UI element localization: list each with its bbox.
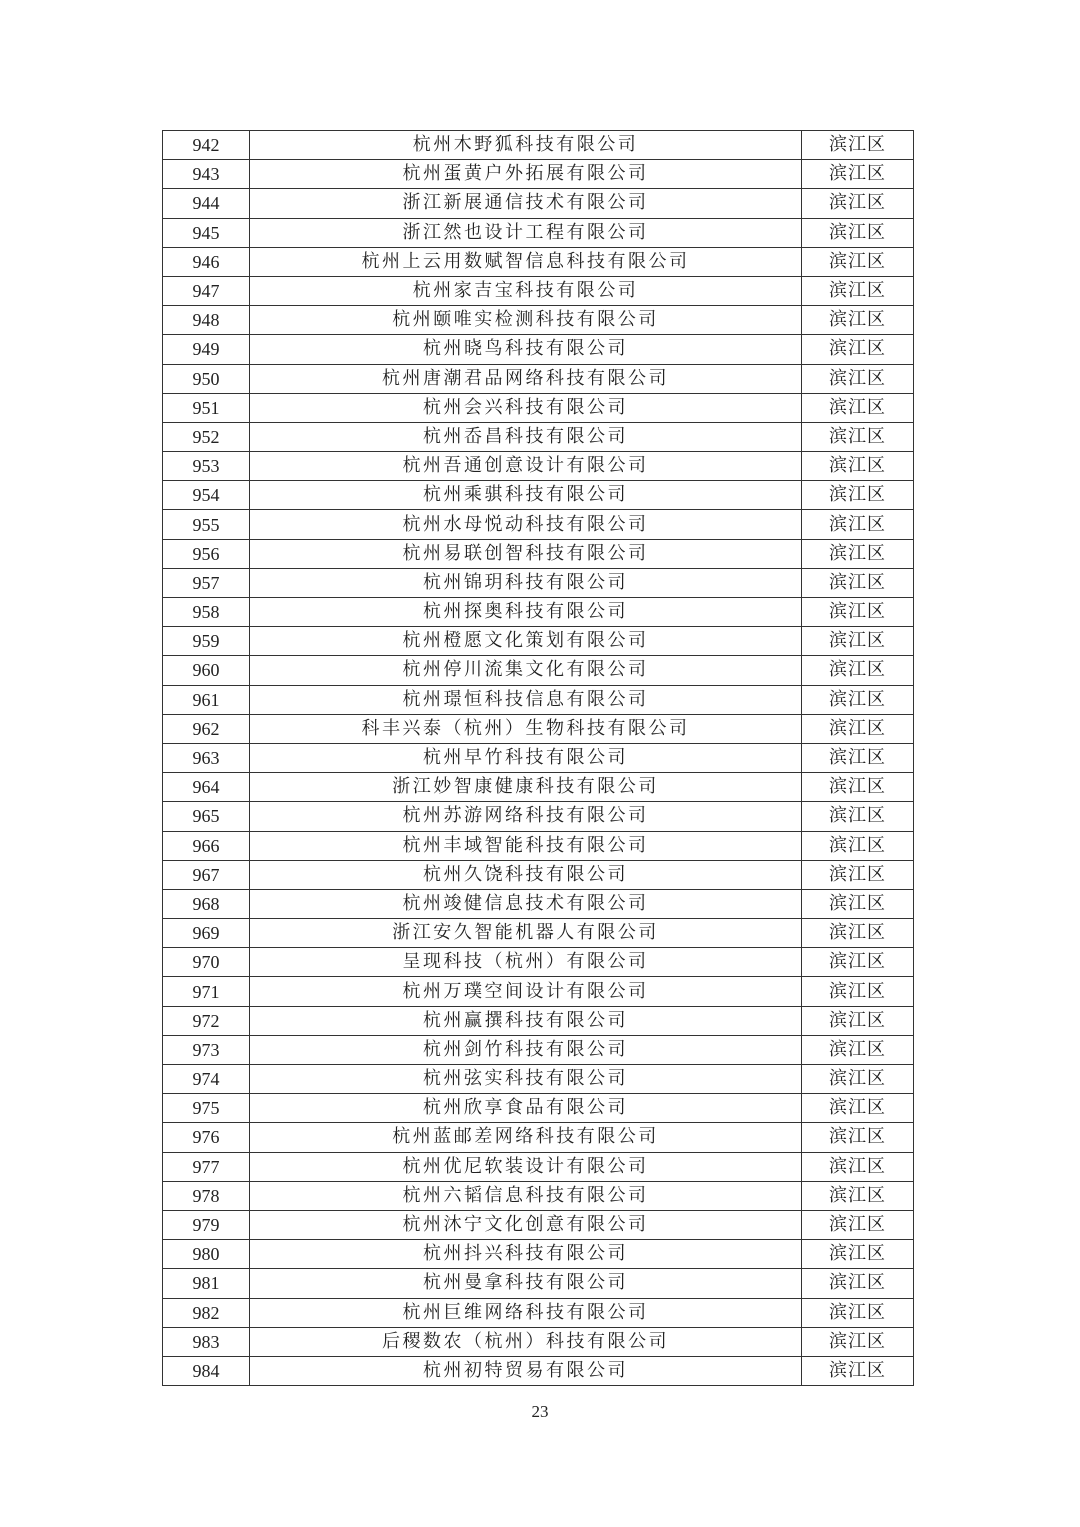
district-cell: 滨江区 xyxy=(802,1065,914,1094)
district-cell: 滨江区 xyxy=(802,306,914,335)
company-name-cell: 杭州上云用数赋智信息科技有限公司 xyxy=(250,247,802,276)
row-number-cell: 953 xyxy=(163,452,250,481)
company-name-cell: 浙江新展通信技术有限公司 xyxy=(250,189,802,218)
table-row xyxy=(163,627,914,656)
company-name-cell: 杭州璟恒科技信息有限公司 xyxy=(250,685,802,714)
district-cell: 滨江区 xyxy=(802,919,914,948)
table-row xyxy=(163,598,914,627)
district-cell: 滨江区 xyxy=(802,276,914,305)
district-cell: 滨江区 xyxy=(802,1298,914,1327)
company-name-cell: 杭州会兴科技有限公司 xyxy=(250,393,802,422)
table-row xyxy=(163,335,914,364)
company-name-cell: 杭州探奥科技有限公司 xyxy=(250,598,802,627)
district-cell: 滨江区 xyxy=(802,1181,914,1210)
row-number-cell: 975 xyxy=(163,1094,250,1123)
district-cell: 滨江区 xyxy=(802,218,914,247)
company-name-cell: 杭州欣享食品有限公司 xyxy=(250,1094,802,1123)
district-cell: 滨江区 xyxy=(802,948,914,977)
table-row xyxy=(163,773,914,802)
row-number-cell: 983 xyxy=(163,1327,250,1356)
district-cell: 滨江区 xyxy=(802,656,914,685)
row-number-cell: 976 xyxy=(163,1123,250,1152)
table-row xyxy=(163,1356,914,1385)
district-cell: 滨江区 xyxy=(802,977,914,1006)
company-name-cell: 杭州吾通创意设计有限公司 xyxy=(250,452,802,481)
company-name-cell: 杭州易联创智科技有限公司 xyxy=(250,539,802,568)
table-row xyxy=(163,510,914,539)
row-number-cell: 978 xyxy=(163,1181,250,1210)
row-number-cell: 957 xyxy=(163,568,250,597)
district-cell: 滨江区 xyxy=(802,481,914,510)
district-cell: 滨江区 xyxy=(802,831,914,860)
table-row xyxy=(163,276,914,305)
district-cell: 滨江区 xyxy=(802,247,914,276)
district-cell: 滨江区 xyxy=(802,131,914,160)
row-number-cell: 963 xyxy=(163,743,250,772)
table-row xyxy=(163,1123,914,1152)
row-number-cell: 967 xyxy=(163,860,250,889)
district-cell: 滨江区 xyxy=(802,189,914,218)
company-name-cell: 杭州蛋黄户外拓展有限公司 xyxy=(250,160,802,189)
row-number-cell: 943 xyxy=(163,160,250,189)
company-name-cell: 杭州唐潮君品网络科技有限公司 xyxy=(250,364,802,393)
row-number-cell: 955 xyxy=(163,510,250,539)
table-row xyxy=(163,1298,914,1327)
company-name-cell: 杭州家吉宝科技有限公司 xyxy=(250,276,802,305)
table-row xyxy=(163,889,914,918)
row-number-cell: 947 xyxy=(163,276,250,305)
company-name-cell: 杭州水母悦动科技有限公司 xyxy=(250,510,802,539)
table-row xyxy=(163,919,914,948)
company-name-cell: 杭州丰域智能科技有限公司 xyxy=(250,831,802,860)
company-name-cell: 杭州晓鸟科技有限公司 xyxy=(250,335,802,364)
row-number-cell: 970 xyxy=(163,948,250,977)
table-row xyxy=(163,364,914,393)
district-cell: 滨江区 xyxy=(802,627,914,656)
table-row xyxy=(163,1269,914,1298)
table-row xyxy=(163,1006,914,1035)
row-number-cell: 948 xyxy=(163,306,250,335)
district-cell: 滨江区 xyxy=(802,1269,914,1298)
company-list-table xyxy=(162,130,914,1386)
row-number-cell: 942 xyxy=(163,131,250,160)
company-name-cell: 杭州早竹科技有限公司 xyxy=(250,743,802,772)
table-row xyxy=(163,685,914,714)
district-cell: 滨江区 xyxy=(802,1123,914,1152)
table-row xyxy=(163,1210,914,1239)
table-row xyxy=(163,1240,914,1269)
district-cell: 滨江区 xyxy=(802,1006,914,1035)
company-name-cell: 杭州抖兴科技有限公司 xyxy=(250,1240,802,1269)
company-name-cell: 杭州岙昌科技有限公司 xyxy=(250,422,802,451)
table-row xyxy=(163,1094,914,1123)
row-number-cell: 971 xyxy=(163,977,250,1006)
district-cell: 滨江区 xyxy=(802,860,914,889)
table-row xyxy=(163,1327,914,1356)
company-name-cell: 科丰兴泰（杭州）生物科技有限公司 xyxy=(250,714,802,743)
table-row xyxy=(163,393,914,422)
company-name-cell: 杭州弦实科技有限公司 xyxy=(250,1065,802,1094)
district-cell: 滨江区 xyxy=(802,1210,914,1239)
table-row xyxy=(163,568,914,597)
table-row xyxy=(163,131,914,160)
row-number-cell: 949 xyxy=(163,335,250,364)
page-number: 23 xyxy=(531,1402,549,1421)
company-name-cell: 杭州竣健信息技术有限公司 xyxy=(250,889,802,918)
company-name-cell: 杭州锦玥科技有限公司 xyxy=(250,568,802,597)
district-cell: 滨江区 xyxy=(802,1152,914,1181)
table-row xyxy=(163,714,914,743)
district-cell: 滨江区 xyxy=(802,568,914,597)
company-name-cell: 杭州乘骐科技有限公司 xyxy=(250,481,802,510)
district-cell: 滨江区 xyxy=(802,1327,914,1356)
district-cell: 滨江区 xyxy=(802,1240,914,1269)
table-row xyxy=(163,948,914,977)
company-name-cell: 杭州剑竹科技有限公司 xyxy=(250,1035,802,1064)
company-name-cell: 杭州六韬信息科技有限公司 xyxy=(250,1181,802,1210)
table-row xyxy=(163,481,914,510)
row-number-cell: 944 xyxy=(163,189,250,218)
district-cell: 滨江区 xyxy=(802,598,914,627)
company-name-cell: 杭州曼拿科技有限公司 xyxy=(250,1269,802,1298)
district-cell: 滨江区 xyxy=(802,393,914,422)
district-cell: 滨江区 xyxy=(802,452,914,481)
table-row xyxy=(163,656,914,685)
row-number-cell: 951 xyxy=(163,393,250,422)
company-name-cell: 呈现科技（杭州）有限公司 xyxy=(250,948,802,977)
company-name-cell: 浙江然也设计工程有限公司 xyxy=(250,218,802,247)
row-number-cell: 958 xyxy=(163,598,250,627)
company-name-cell: 杭州苏游网络科技有限公司 xyxy=(250,802,802,831)
table-row xyxy=(163,860,914,889)
district-cell: 滨江区 xyxy=(802,364,914,393)
row-number-cell: 964 xyxy=(163,773,250,802)
row-number-cell: 950 xyxy=(163,364,250,393)
row-number-cell: 969 xyxy=(163,919,250,948)
district-cell: 滨江区 xyxy=(802,743,914,772)
table-row xyxy=(163,422,914,451)
company-name-cell: 杭州沐宁文化创意有限公司 xyxy=(250,1210,802,1239)
district-cell: 滨江区 xyxy=(802,335,914,364)
row-number-cell: 982 xyxy=(163,1298,250,1327)
table-row xyxy=(163,977,914,1006)
table-row xyxy=(163,306,914,335)
district-cell: 滨江区 xyxy=(802,685,914,714)
company-name-cell: 杭州颐唯实检测科技有限公司 xyxy=(250,306,802,335)
district-cell: 滨江区 xyxy=(802,714,914,743)
table-row xyxy=(163,218,914,247)
row-number-cell: 956 xyxy=(163,539,250,568)
row-number-cell: 972 xyxy=(163,1006,250,1035)
table-row xyxy=(163,743,914,772)
row-number-cell: 966 xyxy=(163,831,250,860)
table-row xyxy=(163,1181,914,1210)
company-name-cell: 后稷数农（杭州）科技有限公司 xyxy=(250,1327,802,1356)
company-name-cell: 浙江安久智能机器人有限公司 xyxy=(250,919,802,948)
company-name-cell: 杭州优尼软装设计有限公司 xyxy=(250,1152,802,1181)
row-number-cell: 980 xyxy=(163,1240,250,1269)
company-name-cell: 杭州橙愿文化策划有限公司 xyxy=(250,627,802,656)
district-cell: 滨江区 xyxy=(802,160,914,189)
table-row xyxy=(163,1065,914,1094)
row-number-cell: 962 xyxy=(163,714,250,743)
company-name-cell: 杭州久饶科技有限公司 xyxy=(250,860,802,889)
district-cell: 滨江区 xyxy=(802,1035,914,1064)
district-cell: 滨江区 xyxy=(802,510,914,539)
table-row xyxy=(163,802,914,831)
district-cell: 滨江区 xyxy=(802,1356,914,1385)
row-number-cell: 959 xyxy=(163,627,250,656)
district-cell: 滨江区 xyxy=(802,422,914,451)
row-number-cell: 984 xyxy=(163,1356,250,1385)
table-row xyxy=(163,539,914,568)
table-row xyxy=(163,1035,914,1064)
district-cell: 滨江区 xyxy=(802,889,914,918)
company-name-cell: 杭州赢撰科技有限公司 xyxy=(250,1006,802,1035)
table-row xyxy=(163,452,914,481)
row-number-cell: 977 xyxy=(163,1152,250,1181)
table-row xyxy=(163,160,914,189)
row-number-cell: 965 xyxy=(163,802,250,831)
row-number-cell: 954 xyxy=(163,481,250,510)
table-row xyxy=(163,831,914,860)
district-cell: 滨江区 xyxy=(802,1094,914,1123)
row-number-cell: 960 xyxy=(163,656,250,685)
table-row xyxy=(163,1152,914,1181)
table-row xyxy=(163,189,914,218)
row-number-cell: 974 xyxy=(163,1065,250,1094)
district-cell: 滨江区 xyxy=(802,802,914,831)
company-name-cell: 杭州木野狐科技有限公司 xyxy=(250,131,802,160)
row-number-cell: 979 xyxy=(163,1210,250,1239)
row-number-cell: 961 xyxy=(163,685,250,714)
company-list-body xyxy=(163,131,914,1386)
company-name-cell: 杭州万璞空间设计有限公司 xyxy=(250,977,802,1006)
company-name-cell: 杭州蓝邮差网络科技有限公司 xyxy=(250,1123,802,1152)
row-number-cell: 973 xyxy=(163,1035,250,1064)
row-number-cell: 946 xyxy=(163,247,250,276)
company-name-cell: 杭州初特贸易有限公司 xyxy=(250,1356,802,1385)
company-name-cell: 浙江妙智康健康科技有限公司 xyxy=(250,773,802,802)
district-cell: 滨江区 xyxy=(802,539,914,568)
table-row xyxy=(163,247,914,276)
row-number-cell: 952 xyxy=(163,422,250,451)
company-name-cell: 杭州停川流集文化有限公司 xyxy=(250,656,802,685)
row-number-cell: 945 xyxy=(163,218,250,247)
row-number-cell: 981 xyxy=(163,1269,250,1298)
row-number-cell: 968 xyxy=(163,889,250,918)
company-name-cell: 杭州巨维网络科技有限公司 xyxy=(250,1298,802,1327)
district-cell: 滨江区 xyxy=(802,773,914,802)
